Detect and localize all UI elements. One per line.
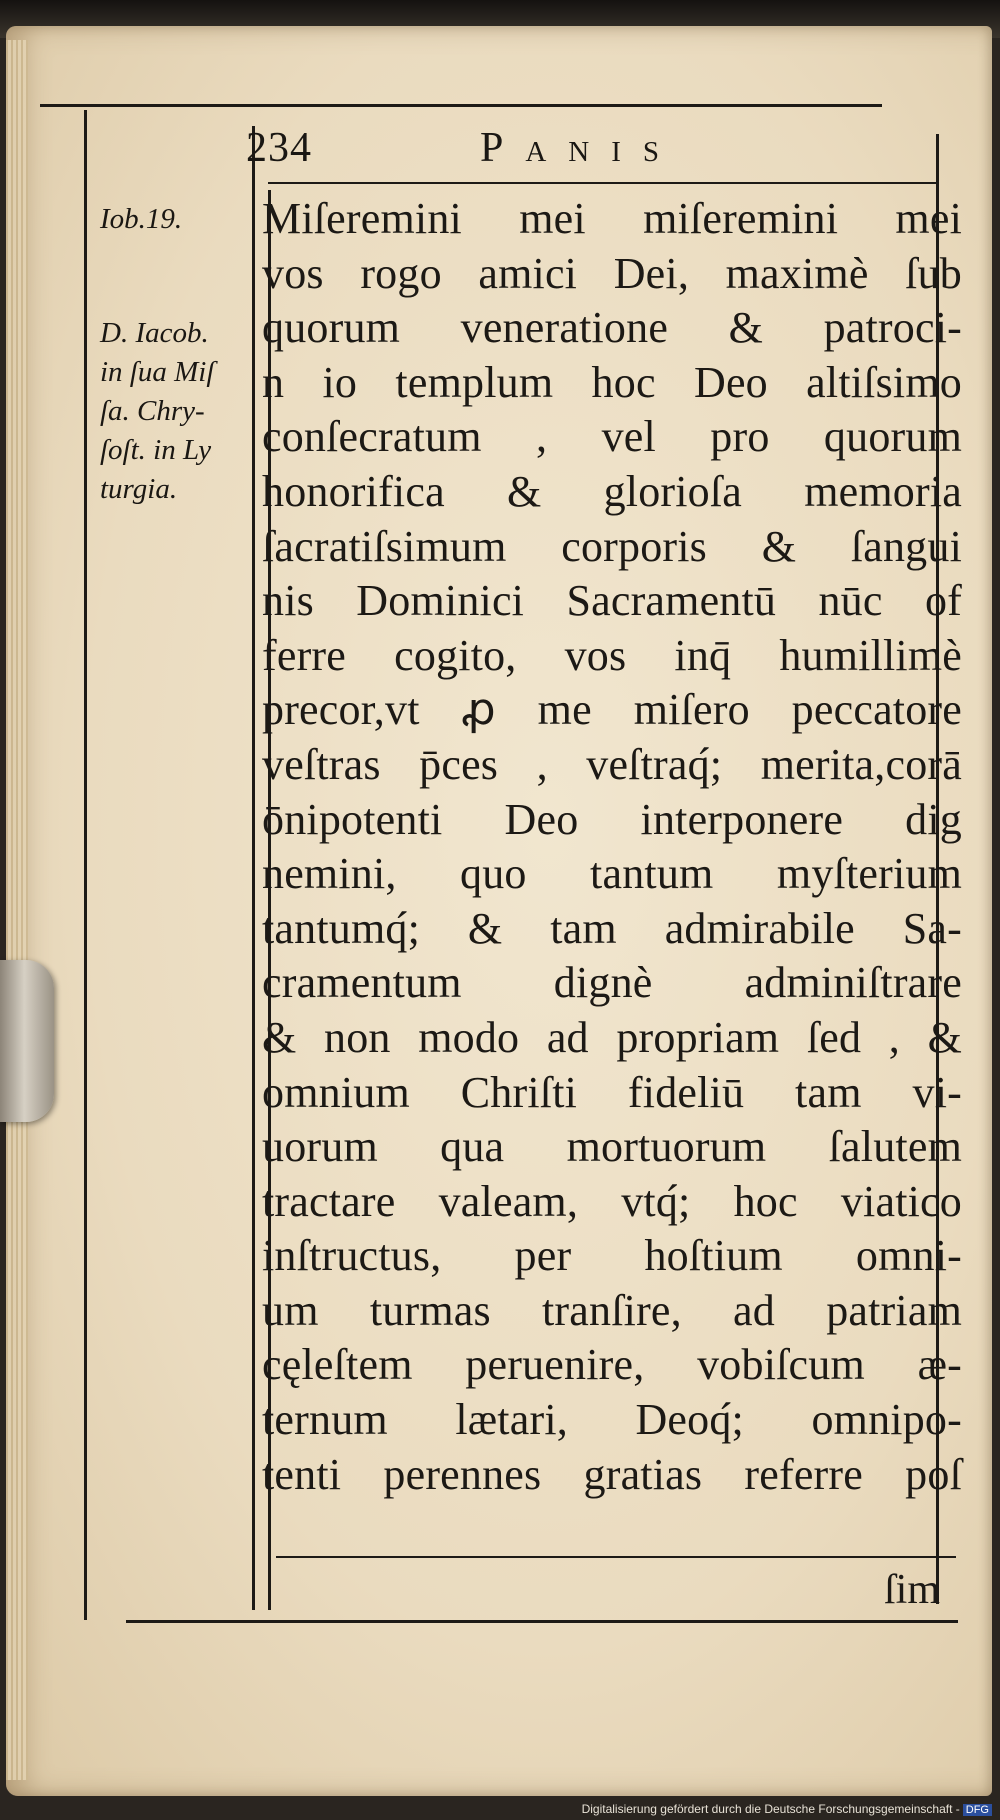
text-line: nis Dominici Sacramentū nūc of <box>262 576 962 626</box>
text-line: ferre cogito, vos inq̄ humillimè <box>262 630 962 680</box>
text-line: Miſeremini mei miſeremini mei <box>262 194 962 243</box>
credit-text: Digitalisierung gefördert durch die Deutsche Forschungsgemeinschaft - <box>581 1802 960 1816</box>
frame-left-rule <box>84 110 87 1620</box>
header-rule <box>268 182 936 184</box>
text-line: tantumq́; & tam admirabile Sa- <box>262 903 962 953</box>
column-divider-rule <box>252 126 255 1610</box>
text-line: cęleſtem peruenire, vobiſcum æ- <box>262 1340 962 1390</box>
digitization-credit <box>582 1802 992 1816</box>
text-line: n io templum hoc Deo altiſsimo <box>262 357 962 407</box>
margin-note-jacob <box>100 314 214 509</box>
text-line: conſecratum , vel pro quorum <box>262 412 962 462</box>
text-line: tenti perennes gratias referre poſ <box>262 1449 962 1499</box>
frame-bottom-rule <box>126 1620 958 1623</box>
text-line: omnium Chriſti fideliū tam vi- <box>262 1067 962 1117</box>
text-line: vos rogo amici Dei, maximè ſub <box>262 248 962 298</box>
margin-note-line: in ſua Miſ <box>100 356 215 388</box>
running-head: Panis <box>480 125 682 171</box>
text-line: ōnipotenti Deo interponere dig <box>262 794 962 844</box>
catchword: ſim <box>884 1567 941 1613</box>
text-line: uorum qua mortuorum ſalutem <box>262 1122 962 1172</box>
margin-note-line: D. Iacob. <box>100 317 209 349</box>
text-line: um turmas tranſire, ad patriam <box>262 1285 962 1335</box>
frame-top-rule <box>40 104 882 107</box>
margin-note-line: turgia. <box>100 473 178 505</box>
margin-note-job <box>100 200 182 239</box>
text-line: & non modo ad propriam ſed , & <box>262 1012 962 1062</box>
text-line: quorum veneratione & patroci- <box>262 303 962 353</box>
text-line: ſacratiſsimum corporis & ſangui <box>262 521 962 571</box>
body-text <box>262 192 962 1502</box>
text-line: honorifica & glorioſa memoria <box>262 466 962 516</box>
text-line: precor,vt ꝓ me miſero peccatore <box>262 685 962 735</box>
dfg-logo: DFG <box>963 1804 992 1816</box>
margin-note-line: ſa. Chry- <box>100 395 205 427</box>
page-number: 234 <box>246 125 312 171</box>
text-line: tractare valeam, vtq́; hoc viatico <box>262 1176 962 1226</box>
text-line: inſtructus, per hoſtium omni- <box>262 1231 962 1281</box>
page-edges <box>6 40 28 1780</box>
margin-note-line: Iob.19. <box>100 203 183 235</box>
book-clasp <box>0 960 54 1122</box>
margin-note-line: ſoſt. in Ly <box>100 434 212 466</box>
text-line: cramentum dignè adminiſtrare <box>262 958 962 1008</box>
text-line: nemini, quo tantum myſterium <box>262 849 962 899</box>
text-line: veſtras p̄ces , veſtraq́; merita,corā <box>262 739 962 789</box>
text-line: ternum lætari, Deoq́; omnipo- <box>262 1395 962 1445</box>
catchword-rule <box>276 1556 956 1558</box>
